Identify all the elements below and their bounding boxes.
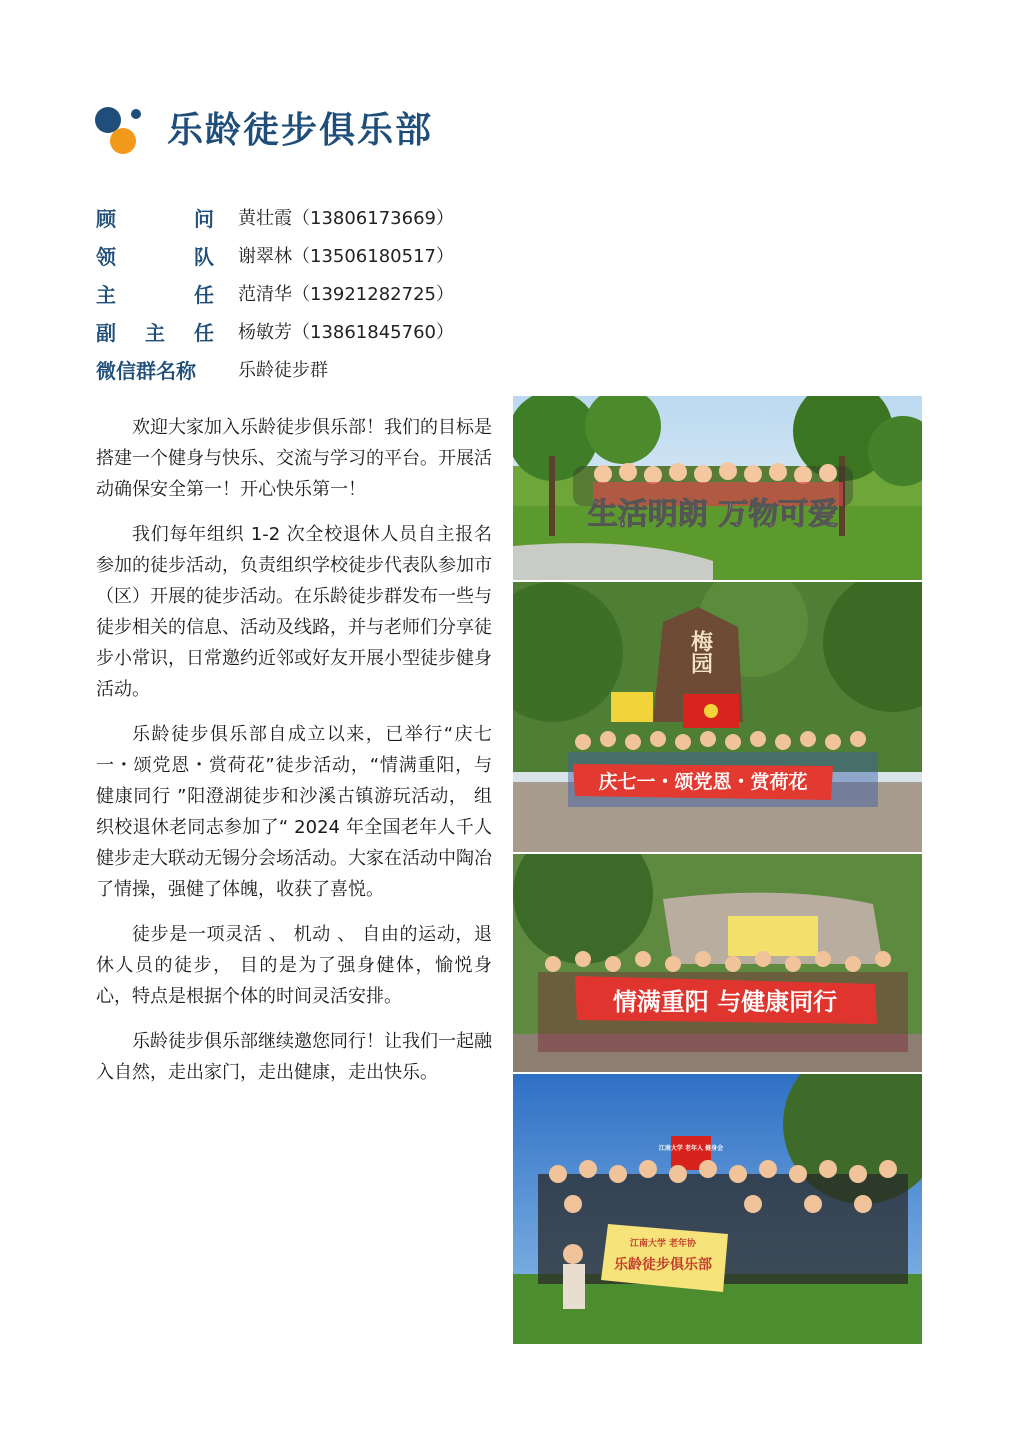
intro-text [96, 412, 492, 1102]
photo1-sign-text: 生活明朗 万物可爱 [587, 497, 839, 532]
info-label: 微信群名称 [96, 358, 196, 383]
photo-park-sign [513, 396, 922, 580]
paragraph: 乐龄徒步俱乐部自成立以来，已举行“庆七一・颂党恩・赏荷花”徒步活动，“情满重阳，与健康同行 ”阳澄湖徒步和沙溪古镇游玩活动， 组织校退休老同志参加了“ 2024 年全国老年人千人健步走大联动无锡分会场活动。大家在活动中陶冶了情操，强健了体魄，收获了喜悦。 [96, 724, 492, 900]
photo2-banner-text: 庆七一・颂党恩・赏荷花 [598, 771, 808, 793]
info-value: 范清华（13921282725） [238, 284, 454, 305]
photo4-banner-small-text: 江南大学 老年协 [629, 1239, 697, 1249]
photo-column [513, 396, 922, 1346]
info-value: 乐龄徒步群 [238, 360, 328, 381]
photo-club-group [513, 1074, 922, 1344]
info-value: 杨敏芳（13861845760） [238, 322, 454, 343]
paragraph: 欢迎大家加入乐龄徒步俱乐部！我们的目标是搭建一个健身与快乐、交流与学习的平台。开展活动确保安全第一！开心快乐第一！ [96, 417, 492, 500]
paragraph: 乐龄徒步俱乐部继续邀您同行！让我们一起融入自然，走出家门，走出健康，走出快乐。 [96, 1031, 492, 1083]
page-title: 乐龄徒步俱乐部 [167, 110, 434, 151]
photo2-rock-text: 梅园 [687, 630, 713, 674]
photo-plum-garden [513, 582, 922, 852]
info-label: 顾 问 [96, 206, 214, 231]
info-row-advisor [96, 198, 516, 236]
info-row-deputy-director [96, 312, 516, 350]
logo-icon [94, 104, 144, 156]
paragraph: 我们每年组织 1-2 次全校退休人员自主报名参加的徒步活动，负责组织学校徒步代表队参加市（区）开展的徒步活动。在乐龄徒步群发布一些与徒步相关的信息、活动及线路，并与老师们分享徒步小常识，日常邀约近邻或好友开展小型徒步健身活动。 [96, 524, 492, 700]
info-row-director [96, 274, 516, 312]
info-row-wechat-group [96, 350, 516, 388]
photo4-sign-text: 江南大学 老年人 健身会 [658, 1145, 724, 1152]
paragraph: 徒步是一项灵活 、 机动 、 自由的运动，退休人员的徒步， 目的是为了强身健体，愉悦身心，特点是根据个体的时间灵活安排。 [96, 924, 492, 1007]
info-label: 领 队 [96, 244, 214, 269]
photo4-banner-text: 乐龄徒步俱乐部 [614, 1257, 712, 1273]
photo-chongyang [513, 854, 922, 1072]
info-value: 谢翠林（13506180517） [238, 246, 454, 267]
info-label: 主 任 [96, 282, 214, 307]
info-row-leader [96, 236, 516, 274]
info-value: 黄壮霞（13806173669） [238, 208, 454, 229]
info-label: 副 主 任 [96, 320, 214, 345]
contact-info [96, 198, 516, 388]
photo3-banner-text: 情满重阳 与健康同行 [612, 988, 838, 1016]
